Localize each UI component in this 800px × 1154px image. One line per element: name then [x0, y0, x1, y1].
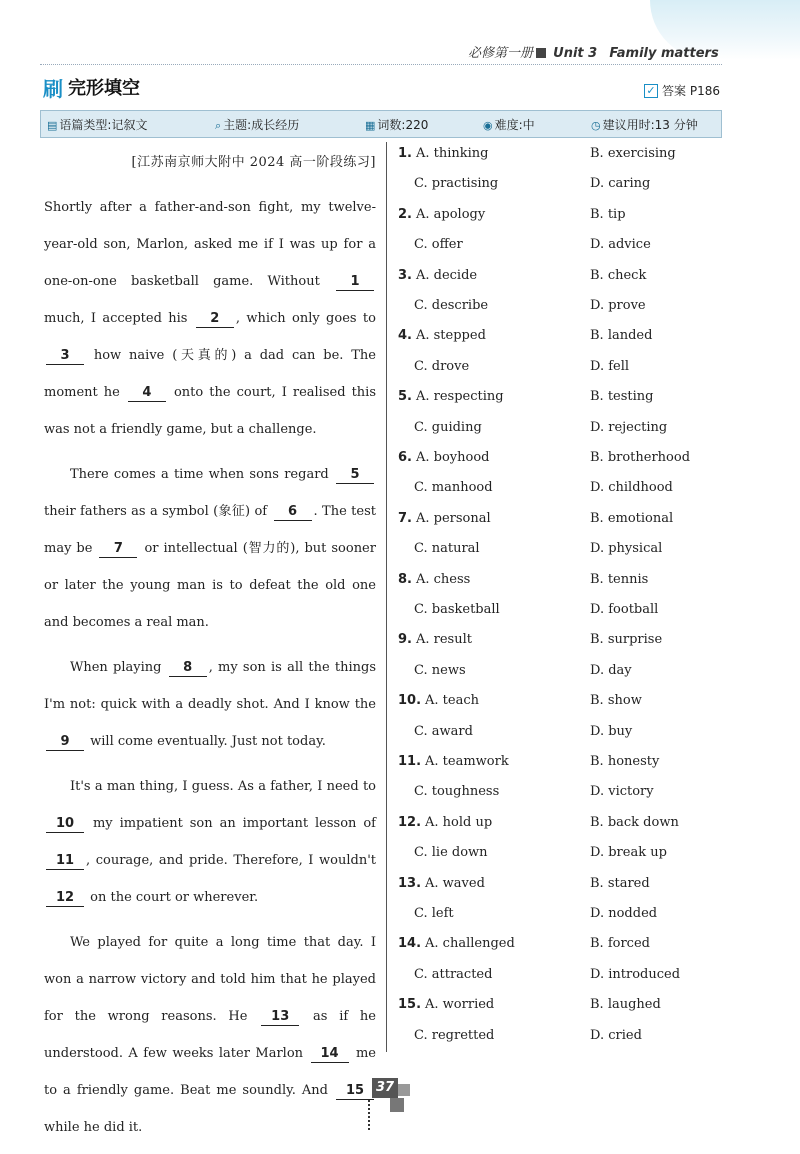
- option-row: [414, 298, 488, 313]
- option-b: B. stared: [590, 875, 650, 891]
- column-divider: [386, 142, 387, 1052]
- cloze-passage: [44, 144, 376, 1154]
- option-a: A. chess: [415, 571, 471, 587]
- option-b: B. back down: [590, 814, 679, 830]
- checkbox-icon: ✓: [644, 84, 658, 98]
- question-number: 10.: [398, 693, 422, 709]
- question-number: 14.: [398, 936, 422, 952]
- option-d: D. football: [590, 602, 659, 617]
- option-row: [590, 997, 661, 1012]
- option-a: A. hold up: [425, 814, 493, 830]
- option-c: C. toughness: [414, 784, 500, 800]
- course-label: 必修第一册: [468, 46, 534, 61]
- header-rule: [40, 64, 722, 65]
- info-difficulty: [483, 116, 535, 133]
- option-d: D. break up: [590, 845, 667, 861]
- info-theme-text: 主题:成长经历: [223, 118, 300, 132]
- option-row: [414, 784, 499, 799]
- question-number: 3.: [398, 267, 412, 283]
- option-row: [398, 876, 485, 891]
- option-row: [398, 815, 492, 830]
- option-row: [590, 146, 676, 161]
- option-b: B. forced: [590, 936, 650, 952]
- info-type-text: 语篇类型:记叙文: [59, 118, 148, 132]
- brand-logo-icon: 刷: [43, 76, 63, 101]
- option-row: [414, 176, 498, 191]
- option-row: [414, 663, 466, 678]
- blank-2: 2: [196, 311, 234, 328]
- text-run: We played for quite a long time that day. I won a narrow victory and told him that he played for the wrong reasons. He: [44, 935, 376, 1024]
- blank-6: 6: [274, 504, 312, 521]
- option-row: [414, 420, 482, 435]
- option-c: C. left: [414, 906, 454, 921]
- info-theme: [215, 116, 299, 133]
- running-header: [468, 42, 719, 61]
- option-row: [590, 420, 667, 435]
- text-run: There comes a time when sons regard: [70, 467, 329, 482]
- option-d: D. rejecting: [590, 419, 668, 435]
- blank-4: 4: [128, 385, 166, 402]
- option-row: [398, 146, 489, 161]
- option-row: [398, 754, 509, 769]
- option-b: B. laughed: [590, 997, 661, 1013]
- question-number: 1.: [398, 146, 412, 161]
- option-d: D. cried: [590, 1027, 642, 1043]
- page-number: 37: [372, 1078, 398, 1098]
- text-run: , my son is all the things I'm not: quick with a deadly shot. And I know the: [44, 660, 376, 712]
- option-c: C. lie down: [414, 845, 488, 861]
- text-run: It's a man thing, I guess. As a father, I need to: [70, 779, 376, 794]
- option-c: C. basketball: [414, 602, 500, 617]
- difficulty-icon: ◉: [483, 119, 493, 132]
- page-dots: [368, 1100, 370, 1130]
- answer-reference-text: 答案 P186: [662, 84, 720, 98]
- passage-paragraph-1: [44, 189, 376, 448]
- option-row: [590, 480, 673, 495]
- option-c: C. guiding: [414, 419, 482, 435]
- option-a: A. challenged: [425, 936, 515, 952]
- info-word-count: [365, 116, 428, 133]
- text-run: onto the court, I realised this was not a friendly game, but a challenge.: [44, 385, 376, 437]
- blank-7: 7: [99, 541, 137, 558]
- option-row: [414, 845, 488, 860]
- option-b: B. check: [590, 267, 647, 283]
- text-run: on the court or wherever.: [90, 890, 259, 905]
- passage-source: [江苏南京师大附中 2024 高一阶段练习]: [131, 155, 376, 170]
- option-row: [590, 784, 654, 799]
- option-row: [590, 815, 679, 830]
- option-d: D. day: [590, 662, 632, 678]
- option-row: [590, 754, 659, 769]
- option-row: [414, 724, 473, 739]
- option-row: [590, 936, 650, 951]
- option-c: C. natural: [414, 541, 480, 557]
- option-a: A. personal: [415, 510, 491, 526]
- search-icon: ⌕: [215, 119, 222, 132]
- blank-13: 13: [261, 1009, 299, 1026]
- count-icon: ▦: [365, 119, 376, 132]
- option-row: [590, 876, 650, 891]
- option-row: [590, 632, 662, 647]
- option-c: C. offer: [414, 237, 463, 253]
- option-b: B. tip: [590, 206, 626, 222]
- text-run: their fathers as a symbol (象征) of: [44, 504, 268, 519]
- option-row: [398, 389, 504, 404]
- option-row: [590, 663, 632, 678]
- option-row: [414, 906, 454, 921]
- option-d: D. victory: [590, 784, 654, 800]
- option-row: [590, 572, 648, 587]
- question-number: 15.: [398, 997, 422, 1013]
- option-row: [590, 268, 646, 283]
- option-row: [590, 693, 642, 708]
- option-row: [590, 511, 673, 526]
- option-d: D. caring: [590, 176, 651, 192]
- text-run: will come eventually. Just not today.: [90, 734, 326, 749]
- unit-label: Unit 3: [553, 46, 598, 61]
- option-row: [398, 450, 489, 465]
- blank-3: 3: [46, 348, 84, 365]
- option-d: D. childhood: [590, 480, 673, 496]
- text-run: while he did it.: [44, 1120, 143, 1135]
- text-run: how naive (天真的) a dad can be. The moment he: [44, 348, 376, 400]
- option-c: C. attracted: [414, 966, 493, 982]
- blank-12: 12: [46, 890, 84, 907]
- page-decoration: [390, 1098, 404, 1112]
- passage-paragraph-4: [44, 768, 376, 916]
- option-row: [398, 997, 494, 1012]
- text-run: , courage, and pride. Therefore, I wouldn't: [86, 853, 376, 868]
- option-b: B. landed: [590, 328, 653, 344]
- option-row: [414, 480, 493, 495]
- info-word-count-text: 词数:220: [377, 118, 429, 132]
- option-c: C. regretted: [414, 1027, 495, 1043]
- text-run: or intellectual (智力的), but sooner or later the young man is to defeat the old one and becomes a real man.: [44, 541, 376, 630]
- blank-15: 15: [336, 1083, 374, 1100]
- option-b: B. emotional: [590, 510, 674, 526]
- option-row: [590, 967, 680, 982]
- option-row: [590, 541, 662, 556]
- option-c: C. drove: [414, 358, 470, 374]
- option-a: A. apology: [415, 206, 486, 222]
- option-d: D. buy: [590, 723, 633, 739]
- option-row: [590, 237, 651, 252]
- info-type: [47, 116, 147, 133]
- option-row: [590, 389, 653, 404]
- option-row: [398, 328, 486, 343]
- option-b: B. testing: [590, 389, 654, 405]
- question-number: 11.: [398, 754, 422, 769]
- option-c: C. award: [414, 723, 473, 739]
- option-b: B. surprise: [590, 632, 663, 648]
- option-b: B. honesty: [590, 754, 660, 769]
- option-d: D. nodded: [590, 906, 658, 921]
- passage-paragraph-2: [44, 456, 376, 641]
- option-a: A. stepped: [415, 328, 486, 344]
- option-row: [398, 693, 479, 708]
- text-run: as if he understood. A few weeks later Marlon: [44, 1009, 376, 1061]
- option-row: [398, 936, 515, 951]
- option-d: D. introduced: [590, 966, 681, 982]
- option-d: D. prove: [590, 298, 646, 313]
- option-row: [414, 967, 492, 982]
- text-run: me to a friendly game. Beat me soundly. And: [44, 1046, 376, 1098]
- page-decoration: [398, 1084, 410, 1096]
- option-a: A. boyhood: [415, 450, 490, 465]
- option-b: B. tennis: [590, 571, 649, 587]
- option-row: [590, 1028, 642, 1043]
- option-row: [590, 450, 690, 465]
- clock-icon: ◷: [591, 119, 601, 132]
- option-d: D. fell: [590, 358, 630, 374]
- option-a: A. waved: [425, 875, 485, 891]
- question-number: 12.: [398, 814, 422, 830]
- option-row: [398, 632, 472, 647]
- option-row: [398, 572, 470, 587]
- text-run: Shortly after a father-and-son fight, my twelve-year-old son, Marlon, asked me if I was up for a one-on-one basketball game. Without: [44, 200, 376, 289]
- passage-paragraph-5: [44, 924, 376, 1146]
- text-run: my impatient son an important lesson of: [92, 816, 376, 831]
- option-row: [590, 298, 646, 313]
- option-row: [590, 176, 650, 191]
- question-number: 6.: [398, 450, 412, 465]
- option-a: A. decide: [415, 267, 478, 283]
- blank-11: 11: [46, 853, 84, 870]
- option-c: C. manhood: [414, 480, 493, 496]
- option-a: A. thinking: [415, 146, 489, 161]
- question-number: 4.: [398, 328, 412, 344]
- option-row: [590, 328, 652, 343]
- option-a: A. teach: [425, 693, 480, 709]
- passage-paragraph-3: [44, 649, 376, 760]
- info-bar: [40, 110, 722, 138]
- question-number: 13.: [398, 875, 422, 891]
- blank-1: 1: [336, 274, 374, 291]
- question-number: 9.: [398, 632, 412, 648]
- info-time-text: 建议用时:13 分钟: [602, 118, 698, 132]
- option-c: C. practising: [414, 176, 499, 192]
- option-row: [590, 602, 658, 617]
- option-row: [398, 268, 477, 283]
- option-row: [590, 845, 667, 860]
- question-number: 8.: [398, 571, 412, 587]
- blank-5: 5: [336, 467, 374, 484]
- option-row: [414, 602, 500, 617]
- blank-9: 9: [46, 734, 84, 751]
- question-number: 5.: [398, 389, 412, 405]
- option-row: [414, 1028, 494, 1043]
- text-run: . The test may be: [44, 504, 376, 556]
- question-number: 2.: [398, 206, 412, 222]
- option-b: B. show: [590, 693, 642, 709]
- option-a: A. respecting: [415, 389, 504, 405]
- section-title: [42, 74, 140, 100]
- option-d: D. advice: [590, 237, 651, 253]
- option-a: A. worried: [425, 997, 495, 1013]
- option-b: B. brotherhood: [590, 450, 691, 465]
- blank-14: 14: [311, 1046, 349, 1063]
- document-icon: ▤: [47, 119, 58, 132]
- option-c: C. describe: [414, 298, 489, 313]
- square-icon: [536, 48, 546, 58]
- section-title-text: 完形填空: [68, 78, 140, 99]
- option-row: [590, 724, 632, 739]
- answer-reference: [644, 82, 720, 99]
- question-number: 7.: [398, 510, 412, 526]
- unit-title: Family matters: [609, 46, 719, 61]
- text-run: When playing: [70, 660, 162, 675]
- info-difficulty-text: 难度:中: [494, 118, 535, 132]
- option-row: [398, 511, 491, 526]
- option-row: [590, 207, 626, 222]
- option-c: C. news: [414, 662, 466, 678]
- blank-8: 8: [169, 660, 207, 677]
- option-a: A. teamwork: [425, 754, 509, 769]
- blank-10: 10: [46, 816, 84, 833]
- option-row: [590, 359, 629, 374]
- text-run: , which only goes to: [235, 311, 376, 326]
- option-b: B. exercising: [590, 146, 676, 161]
- option-row: [398, 207, 485, 222]
- option-a: A. result: [415, 632, 472, 648]
- info-time: [591, 116, 698, 133]
- option-row: [414, 359, 469, 374]
- option-row: [414, 237, 463, 252]
- text-run: much, I accepted his: [44, 311, 188, 326]
- option-row: [590, 906, 657, 921]
- option-d: D. physical: [590, 541, 663, 557]
- option-row: [414, 541, 480, 556]
